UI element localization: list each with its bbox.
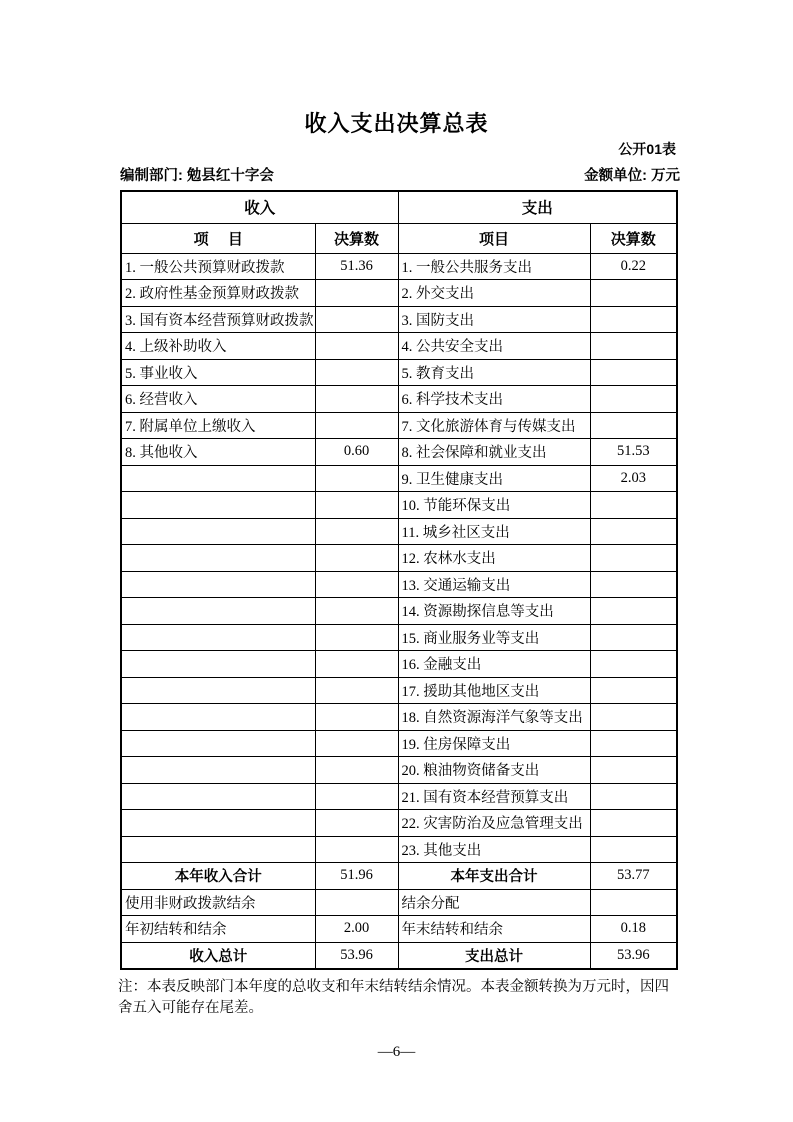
- income-amount-cell: [315, 730, 398, 757]
- income-amount-cell: [315, 280, 398, 307]
- income-amount-cell: [315, 359, 398, 386]
- table-row: [121, 757, 677, 784]
- expense-amount-cell: [590, 571, 677, 598]
- expense-item-cell: 11. 城乡社区支出: [398, 518, 590, 545]
- table-row: [121, 651, 677, 678]
- amount-unit-value: 万元: [651, 168, 680, 184]
- expense-amount-cell: [590, 386, 677, 413]
- summary-row: [121, 889, 677, 916]
- amount-unit: [584, 164, 680, 185]
- page-number: —6—: [377, 1044, 416, 1060]
- income-amount-cell: 51.96: [315, 863, 398, 890]
- income-item-cell: [121, 571, 315, 598]
- income-item-cell: [121, 730, 315, 757]
- summary-row: [121, 942, 677, 969]
- prepared-by-value: 勉县红十字会: [186, 168, 274, 184]
- table-row: [121, 730, 677, 757]
- income-amount-header: 决算数: [315, 223, 398, 253]
- table-row: [121, 624, 677, 651]
- expense-item-cell: 12. 农林水支出: [398, 545, 590, 572]
- income-item-cell: 4. 上级补助收入: [121, 333, 315, 360]
- income-item-cell: [121, 465, 315, 492]
- table-row: [121, 492, 677, 519]
- expense-section-header: 支出: [398, 191, 677, 223]
- page-title: 收入支出决算总表: [304, 111, 489, 136]
- expense-item-cell: 22. 灾害防治及应急管理支出: [398, 810, 590, 837]
- income-amount-cell: [315, 889, 398, 916]
- meta-row: [120, 164, 680, 185]
- income-item-cell: [121, 677, 315, 704]
- expense-item-cell: 9. 卫生健康支出: [398, 465, 590, 492]
- expense-amount-cell: [590, 704, 677, 731]
- income-item-cell: [121, 545, 315, 572]
- income-item-cell: [121, 651, 315, 678]
- income-item-cell: [121, 492, 315, 519]
- expense-amount-cell: [590, 598, 677, 625]
- expense-amount-cell: 0.22: [590, 253, 677, 280]
- expense-item-cell: 4. 公共安全支出: [398, 333, 590, 360]
- expense-amount-cell: [590, 518, 677, 545]
- income-amount-cell: 0.60: [315, 439, 398, 466]
- income-amount-cell: [315, 465, 398, 492]
- table-code: 公开01表: [618, 141, 676, 157]
- table-note: 注：本表反映部门本年度的总收支和年末结转结余情况。本表金额转换为万元时，因四舍五入可能存在尾差。: [118, 979, 669, 1016]
- income-amount-cell: [315, 386, 398, 413]
- expense-item-cell: 8. 社会保障和就业支出: [398, 439, 590, 466]
- income-item-cell: 1. 一般公共预算财政拨款: [121, 253, 315, 280]
- expense-amount-cell: [590, 757, 677, 784]
- expense-item-cell: 10. 节能环保支出: [398, 492, 590, 519]
- income-item-cell: 6. 经营收入: [121, 386, 315, 413]
- table-row: [121, 439, 677, 466]
- summary-row: [121, 863, 677, 890]
- income-amount-cell: [315, 836, 398, 863]
- income-amount-cell: [315, 571, 398, 598]
- expense-amount-cell: [590, 359, 677, 386]
- expense-item-cell: 13. 交通运输支出: [398, 571, 590, 598]
- income-amount-cell: [315, 624, 398, 651]
- income-item-cell: 8. 其他收入: [121, 439, 315, 466]
- expense-amount-cell: [590, 889, 677, 916]
- income-amount-cell: [315, 757, 398, 784]
- table-row: [121, 412, 677, 439]
- income-item-cell: 3. 国有资本经营预算财政拨款: [121, 306, 315, 333]
- expense-item-cell: 6. 科学技术支出: [398, 386, 590, 413]
- income-item-cell: 7. 附属单位上缴收入: [121, 412, 315, 439]
- income-item-cell: [121, 518, 315, 545]
- expense-amount-cell: 53.96: [590, 942, 677, 969]
- income-item-cell: [121, 810, 315, 837]
- expense-amount-cell: [590, 624, 677, 651]
- income-item-cell: 收入总计: [121, 942, 315, 969]
- income-item-cell: [121, 598, 315, 625]
- table-row: [121, 333, 677, 360]
- budget-table: [120, 190, 678, 970]
- expense-item-cell: 18. 自然资源海洋气象等支出: [398, 704, 590, 731]
- expense-amount-cell: [590, 730, 677, 757]
- expense-item-cell: 14. 资源勘探信息等支出: [398, 598, 590, 625]
- expense-amount-cell: [590, 306, 677, 333]
- table-row: [121, 253, 677, 280]
- expense-item-cell: 1. 一般公共服务支出: [398, 253, 590, 280]
- table-row: [121, 571, 677, 598]
- expense-item-cell: 15. 商业服务业等支出: [398, 624, 590, 651]
- table-body: [121, 253, 677, 969]
- income-amount-cell: [315, 412, 398, 439]
- expense-item-cell: 年末结转和结余: [398, 916, 590, 943]
- income-item-header: 项 目: [121, 223, 315, 253]
- table-row: [121, 280, 677, 307]
- income-amount-cell: 51.36: [315, 253, 398, 280]
- table-row: [121, 836, 677, 863]
- table-row: [121, 810, 677, 837]
- income-amount-cell: [315, 518, 398, 545]
- table-row: [121, 677, 677, 704]
- table-row: [121, 306, 677, 333]
- expense-item-header: 项目: [398, 223, 590, 253]
- income-amount-cell: [315, 783, 398, 810]
- income-item-cell: [121, 624, 315, 651]
- income-section-header: 收入: [121, 191, 398, 223]
- expense-item-cell: 16. 金融支出: [398, 651, 590, 678]
- expense-item-cell: 5. 教育支出: [398, 359, 590, 386]
- income-amount-cell: [315, 677, 398, 704]
- expense-amount-cell: [590, 333, 677, 360]
- income-item-cell: [121, 757, 315, 784]
- income-item-cell: 2. 政府性基金预算财政拨款: [121, 280, 315, 307]
- income-amount-cell: [315, 598, 398, 625]
- income-amount-cell: [315, 704, 398, 731]
- income-amount-cell: [315, 492, 398, 519]
- table-row: [121, 783, 677, 810]
- expense-amount-cell: [590, 651, 677, 678]
- section-header-row: [121, 191, 677, 223]
- prepared-by-label: 编制部门:: [120, 168, 187, 184]
- expense-amount-cell: 53.77: [590, 863, 677, 890]
- income-amount-cell: [315, 333, 398, 360]
- income-amount-cell: 53.96: [315, 942, 398, 969]
- expense-amount-cell: 0.18: [590, 916, 677, 943]
- expense-item-cell: 21. 国有资本经营预算支出: [398, 783, 590, 810]
- income-item-cell: 本年收入合计: [121, 863, 315, 890]
- expense-amount-cell: 51.53: [590, 439, 677, 466]
- income-amount-cell: 2.00: [315, 916, 398, 943]
- income-item-cell: 5. 事业收入: [121, 359, 315, 386]
- table-row: [121, 704, 677, 731]
- expense-amount-cell: [590, 412, 677, 439]
- expense-item-cell: 20. 粮油物资储备支出: [398, 757, 590, 784]
- expense-amount-cell: [590, 545, 677, 572]
- income-amount-cell: [315, 545, 398, 572]
- expense-amount-cell: [590, 836, 677, 863]
- expense-item-cell: 7. 文化旅游体育与传媒支出: [398, 412, 590, 439]
- income-item-cell: [121, 836, 315, 863]
- income-item-cell: [121, 783, 315, 810]
- table-row: [121, 598, 677, 625]
- income-amount-cell: [315, 651, 398, 678]
- expense-item-cell: 19. 住房保障支出: [398, 730, 590, 757]
- summary-row: [121, 916, 677, 943]
- income-amount-cell: [315, 306, 398, 333]
- prepared-by: [120, 164, 274, 185]
- expense-item-cell: 结余分配: [398, 889, 590, 916]
- income-item-cell: 年初结转和结余: [121, 916, 315, 943]
- expense-amount-cell: [590, 492, 677, 519]
- income-item-cell: 使用非财政拨款结余: [121, 889, 315, 916]
- expense-item-cell: 本年支出合计: [398, 863, 590, 890]
- income-item-cell: [121, 704, 315, 731]
- table-row: [121, 465, 677, 492]
- expense-item-cell: 3. 国防支出: [398, 306, 590, 333]
- table-row: [121, 359, 677, 386]
- amount-unit-label: 金额单位:: [584, 168, 651, 184]
- expense-amount-cell: [590, 783, 677, 810]
- table-row: [121, 518, 677, 545]
- expense-item-cell: 23. 其他支出: [398, 836, 590, 863]
- income-amount-cell: [315, 810, 398, 837]
- expense-item-cell: 支出总计: [398, 942, 590, 969]
- expense-amount-cell: [590, 810, 677, 837]
- column-header-row: [121, 223, 677, 253]
- expense-amount-cell: 2.03: [590, 465, 677, 492]
- expense-amount-header: 决算数: [590, 223, 677, 253]
- expense-item-cell: 17. 援助其他地区支出: [398, 677, 590, 704]
- table-row: [121, 545, 677, 572]
- table-row: [121, 386, 677, 413]
- expense-amount-cell: [590, 677, 677, 704]
- expense-amount-cell: [590, 280, 677, 307]
- expense-item-cell: 2. 外交支出: [398, 280, 590, 307]
